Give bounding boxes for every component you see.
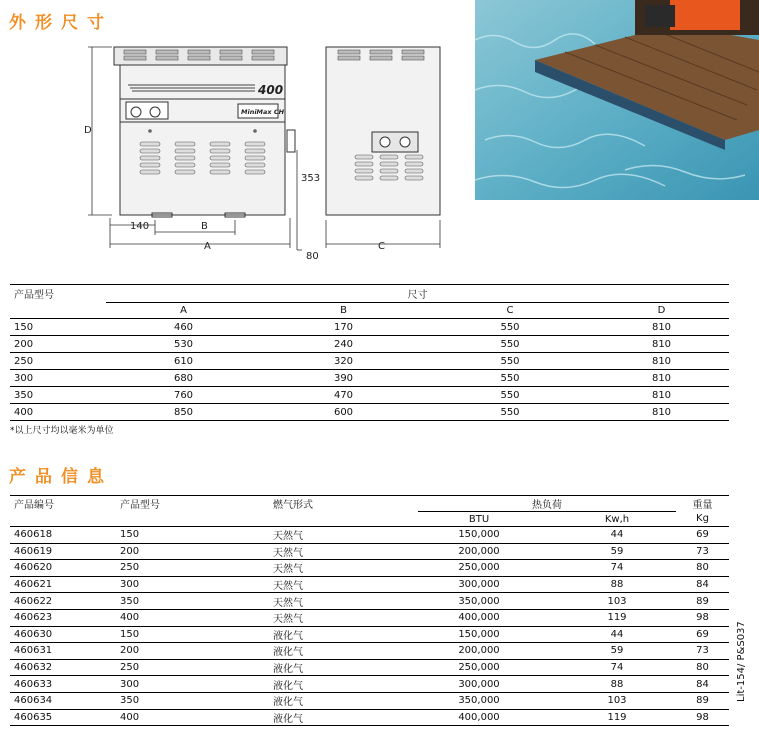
table-row: [10, 676, 729, 693]
table-row: [10, 319, 729, 336]
table-cell: 460632: [10, 659, 110, 676]
table-cell: 80: [676, 659, 729, 676]
table-cell: 天然气: [240, 527, 418, 544]
table-cell: 80: [676, 560, 729, 577]
table-cell: 天然气: [240, 609, 418, 626]
dim-label-140: 140: [130, 221, 150, 232]
table-cell: 550: [426, 404, 594, 421]
table-cell: 680: [106, 370, 261, 387]
table-cell: 250,000: [418, 659, 558, 676]
table-cell: 84: [676, 576, 729, 593]
dimensions-section-title: 外形尺寸: [9, 13, 113, 33]
table-cell: 44: [558, 527, 676, 544]
table-cell: 250: [10, 353, 106, 370]
dim-label-c: C: [378, 241, 385, 252]
table-cell: 200: [110, 643, 240, 660]
table-cell: 240: [261, 336, 426, 353]
table-cell: 460630: [10, 626, 110, 643]
table-cell: 69: [676, 527, 729, 544]
table-cell: 200,000: [418, 643, 558, 660]
table-cell: 74: [558, 560, 676, 577]
table-cell: 84: [676, 676, 729, 693]
table-cell: 天然气: [240, 560, 418, 577]
heater-dimension-drawing: [78, 38, 448, 266]
table-cell: 460619: [10, 543, 110, 560]
dim-label-a: A: [204, 241, 211, 252]
table-cell: 天然气: [240, 543, 418, 560]
table-cell: 550: [426, 319, 594, 336]
table-row: [10, 353, 729, 370]
table-cell: 400,000: [418, 609, 558, 626]
header-product-code: 产品编号: [14, 500, 54, 512]
model-header: 产品型号: [14, 290, 54, 302]
pool-photo: [475, 0, 759, 200]
dim-label-d: D: [84, 125, 92, 136]
dimensions-table: [10, 284, 729, 421]
table-cell: 119: [558, 709, 676, 726]
table-cell: 98: [676, 609, 729, 626]
table-row: [10, 609, 729, 626]
table-cell: 460631: [10, 643, 110, 660]
table-cell: 150: [110, 527, 240, 544]
table-cell: 760: [106, 387, 261, 404]
table-cell: 103: [558, 593, 676, 610]
table-cell: 天然气: [240, 593, 418, 610]
table-cell: 液化气: [240, 659, 418, 676]
table-cell: 390: [261, 370, 426, 387]
column-header-b: B: [261, 303, 426, 319]
table-cell: 530: [106, 336, 261, 353]
table-cell: 69: [676, 626, 729, 643]
table-cell: 810: [594, 319, 729, 336]
table-cell: 103: [558, 692, 676, 709]
table-cell: 89: [676, 593, 729, 610]
dimensions-note: *以上尺寸均以毫米为单位: [10, 426, 114, 436]
table-cell: 350: [110, 593, 240, 610]
table-cell: 150: [10, 319, 106, 336]
table-cell: 液化气: [240, 709, 418, 726]
column-header-d: D: [594, 303, 729, 319]
table-row: [10, 527, 729, 544]
column-header-a: A: [106, 303, 261, 319]
table-cell: 73: [676, 543, 729, 560]
table-cell: 550: [426, 353, 594, 370]
table-cell: 200: [10, 336, 106, 353]
table-cell: 610: [106, 353, 261, 370]
table-cell: 350,000: [418, 593, 558, 610]
table-row: [10, 576, 729, 593]
table-cell: 150: [110, 626, 240, 643]
header-heat-load: 热负荷: [532, 500, 562, 511]
table-cell: 59: [558, 543, 676, 560]
table-row: [10, 560, 729, 577]
table-cell: 150,000: [418, 527, 558, 544]
table-cell: 89: [676, 692, 729, 709]
table-row: [10, 659, 729, 676]
table-row: [10, 626, 729, 643]
table-cell: 250,000: [418, 560, 558, 577]
table-cell: 460618: [10, 527, 110, 544]
table-row: [10, 593, 729, 610]
header-kwh: Kw,h: [558, 512, 676, 527]
header-weight: 重量: [692, 500, 713, 512]
table-cell: 810: [594, 353, 729, 370]
table-cell: 810: [594, 387, 729, 404]
table-cell: 810: [594, 336, 729, 353]
table-cell: 200,000: [418, 543, 558, 560]
column-header-c: C: [426, 303, 594, 319]
table-cell: 液化气: [240, 676, 418, 693]
header-kg: Kg: [676, 512, 729, 527]
table-cell: 350,000: [418, 692, 558, 709]
table-row: [10, 643, 729, 660]
table-cell: 460621: [10, 576, 110, 593]
table-cell: 550: [426, 336, 594, 353]
table-cell: 74: [558, 659, 676, 676]
table-cell: 88: [558, 676, 676, 693]
header-btu: BTU: [418, 512, 558, 527]
table-cell: 液化气: [240, 692, 418, 709]
product-info-section-title: 产品信息: [9, 467, 113, 487]
table-cell: 250: [110, 659, 240, 676]
table-cell: 150,000: [418, 626, 558, 643]
table-row: [10, 336, 729, 353]
table-cell: 350: [10, 387, 106, 404]
table-cell: 液化气: [240, 643, 418, 660]
table-cell: 88: [558, 576, 676, 593]
table-cell: 250: [110, 560, 240, 577]
table-cell: 400,000: [418, 709, 558, 726]
literature-code: Lit-154/ P&S037: [736, 621, 747, 702]
table-cell: 460633: [10, 676, 110, 693]
table-cell: 470: [261, 387, 426, 404]
table-row: [10, 404, 729, 421]
table-cell: 300: [10, 370, 106, 387]
table-cell: 400: [110, 709, 240, 726]
dim-label-80: 80: [306, 251, 319, 262]
table-cell: 460: [106, 319, 261, 336]
brand-badge: MiniMax CH: [241, 108, 285, 116]
table-row: [10, 709, 729, 726]
table-cell: 300,000: [418, 576, 558, 593]
table-cell: 98: [676, 709, 729, 726]
dim-label-b: B: [201, 221, 208, 232]
table-cell: 300,000: [418, 676, 558, 693]
table-cell: 液化气: [240, 626, 418, 643]
table-cell: 320: [261, 353, 426, 370]
table-cell: 460635: [10, 709, 110, 726]
table-cell: 400: [110, 609, 240, 626]
table-cell: 850: [106, 404, 261, 421]
model-badge: 400: [258, 83, 284, 97]
size-header: 尺寸: [407, 290, 428, 301]
table-cell: 73: [676, 643, 729, 660]
table-cell: 300: [110, 676, 240, 693]
table-cell: 200: [110, 543, 240, 560]
table-cell: 550: [426, 387, 594, 404]
table-cell: 810: [594, 370, 729, 387]
table-cell: 59: [558, 643, 676, 660]
table-cell: 400: [10, 404, 106, 421]
table-cell: 300: [110, 576, 240, 593]
table-cell: 600: [261, 404, 426, 421]
table-cell: 350: [110, 692, 240, 709]
table-row: [10, 370, 729, 387]
table-cell: 550: [426, 370, 594, 387]
table-cell: 44: [558, 626, 676, 643]
table-cell: 天然气: [240, 576, 418, 593]
table-cell: 460622: [10, 593, 110, 610]
table-cell: 119: [558, 609, 676, 626]
table-row: [10, 387, 729, 404]
table-row: [10, 543, 729, 560]
table-cell: 810: [594, 404, 729, 421]
table-row: [10, 692, 729, 709]
header-model: 产品型号: [120, 500, 160, 512]
table-cell: 170: [261, 319, 426, 336]
table-cell: 460634: [10, 692, 110, 709]
table-cell: 460620: [10, 560, 110, 577]
product-info-table: [10, 495, 729, 726]
header-gas-type: 燃气形式: [273, 500, 313, 512]
table-cell: 460623: [10, 609, 110, 626]
dim-label-353: 353: [301, 173, 321, 184]
